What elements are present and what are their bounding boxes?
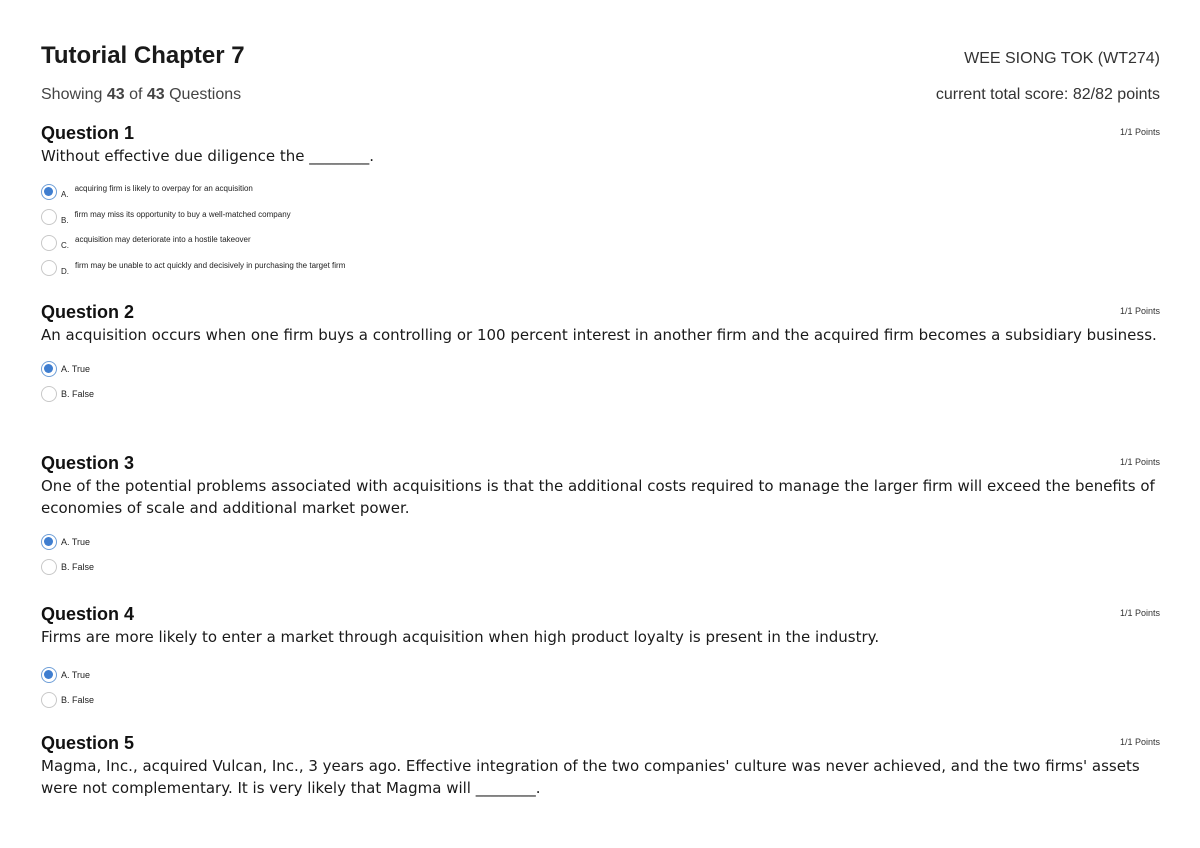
radio-unselected-icon[interactable]: [41, 559, 57, 575]
radio-selected-icon[interactable]: [41, 534, 57, 550]
header-top: [41, 42, 1160, 70]
option-label: A. True: [61, 536, 91, 547]
question-4: [41, 604, 1160, 713]
answer-option-d[interactable]: [41, 256, 1160, 282]
option-text: firm may miss its opportunity to buy a well-matched company: [74, 209, 291, 219]
radio-selected-icon[interactable]: [41, 361, 57, 377]
option-letter: C.: [61, 241, 69, 251]
radio-selected-icon[interactable]: [41, 184, 57, 200]
radio-unselected-icon[interactable]: [41, 386, 57, 402]
question-3: [41, 453, 1160, 580]
question-2: [41, 302, 1160, 407]
radio-unselected-icon[interactable]: [41, 235, 57, 251]
option-letter: D.: [61, 266, 69, 276]
answer-option-a[interactable]: [41, 179, 1160, 205]
question-text: One of the potential problems associated with acquisitions is that the additional costs required to manage the larger firm will exceed the benefits of economies of scale and additional market power.: [41, 477, 1155, 517]
question-text: An acquisition occurs when one firm buys a controlling or 100 percent interest in another firm and the acquired firm becomes a subsidiary business.: [41, 326, 1157, 344]
option-label: B. False: [61, 562, 95, 573]
option-text: acquiring firm is likely to overpay for an acquisition: [74, 184, 253, 194]
question-points: 1/1 Points: [1119, 457, 1160, 467]
total-score: current total score: 82/82 points: [935, 86, 1160, 103]
question-1: [41, 123, 1160, 281]
question-points: 1/1 Points: [1119, 306, 1160, 316]
question-title: Question 5: [41, 733, 135, 753]
question-points: 1/1 Points: [1119, 127, 1160, 137]
showing-of: of: [124, 86, 147, 103]
answer-option-false[interactable]: [41, 555, 1160, 581]
option-text: firm may be unable to act quickly and decisively in purchasing the target firm: [75, 260, 346, 270]
option-label: B. False: [61, 389, 95, 400]
option-label: B. False: [61, 695, 95, 706]
answer-option-c[interactable]: [41, 230, 1160, 256]
page-title: Tutorial Chapter 7: [41, 42, 245, 69]
question-title: Question 3: [41, 453, 135, 473]
radio-unselected-icon[interactable]: [41, 260, 57, 276]
answer-option-false[interactable]: [41, 688, 1160, 714]
question-text: Without effective due diligence the ________.: [41, 147, 375, 165]
radio-unselected-icon[interactable]: [41, 692, 57, 708]
answer-option-true[interactable]: [41, 356, 1160, 382]
question-points: 1/1 Points: [1119, 608, 1160, 618]
question-title: Question 1: [41, 123, 135, 143]
showing-prefix: Showing: [41, 86, 107, 103]
option-letter: B.: [61, 215, 69, 225]
answer-option-false[interactable]: [41, 382, 1160, 408]
question-title: Question 2: [41, 302, 135, 322]
radio-unselected-icon[interactable]: [41, 209, 57, 225]
option-label: A. True: [61, 363, 91, 374]
showing-count: 43: [106, 86, 125, 103]
header-summary: [41, 86, 1160, 104]
answer-option-true[interactable]: [41, 662, 1160, 688]
option-letter: A.: [61, 190, 69, 200]
showing-suffix: Questions: [164, 86, 242, 103]
user-name: WEE SIONG TOK (WT274): [964, 50, 1160, 67]
option-label: A. True: [61, 669, 91, 680]
question-5: [41, 733, 1160, 799]
question-points: 1/1 Points: [1119, 737, 1160, 747]
question-title: Question 4: [41, 604, 135, 624]
option-text: acquisition may deteriorate into a hostile takeover: [75, 235, 251, 245]
answer-option-true[interactable]: [41, 529, 1160, 555]
question-count: [41, 86, 241, 104]
question-text: Magma, Inc., acquired Vulcan, Inc., 3 years ago. Effective integration of the two companies' culture was never achieved, and the two firms' assets were not complementary. It is very likely that Magma will ________.: [41, 757, 1140, 797]
answer-option-b[interactable]: [41, 205, 1160, 231]
showing-total: 43: [146, 86, 165, 103]
radio-selected-icon[interactable]: [41, 667, 57, 683]
question-text: Firms are more likely to enter a market through acquisition when high product loyalty is present in the industry.: [41, 628, 880, 646]
